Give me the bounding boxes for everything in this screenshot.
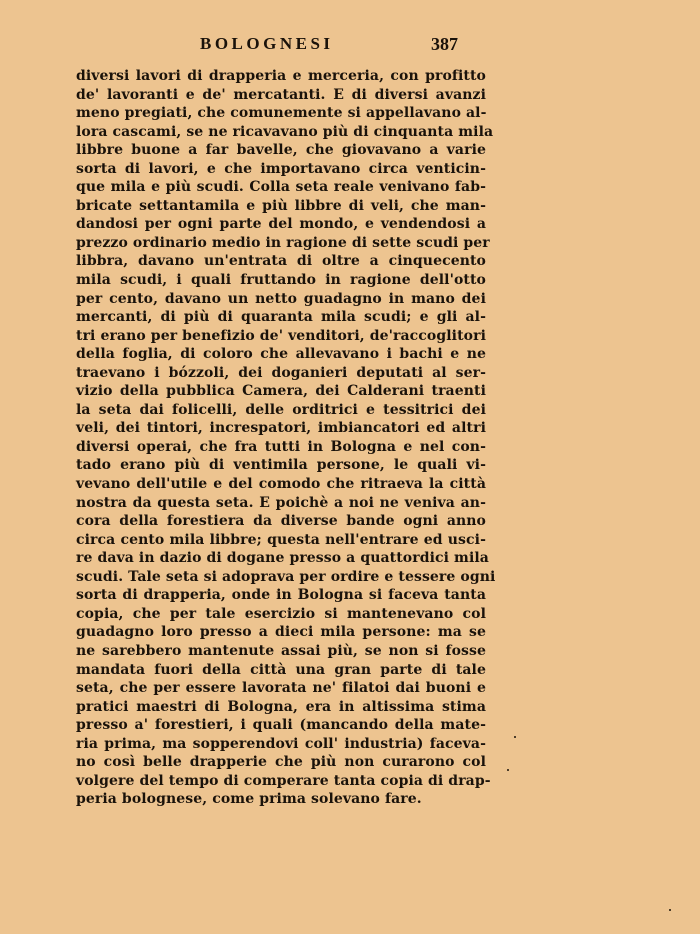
text-line: mandata fuori della città una gran parte di tale <box>76 661 486 678</box>
text-line: presso a' forestieri, i quali (mancando della mate- <box>76 717 486 734</box>
text-line: circa cento mila libbre; questa nell'entrare ed usci- <box>76 531 486 548</box>
text-line: sorta di drapperia, onde in Bologna si faceva tanta <box>76 587 486 604</box>
text-line: re dava in dazio di dogane presso a quattordici mila <box>76 550 489 567</box>
text-line: la seta dai folicelli, delle orditrici e tessitrici dei <box>76 401 486 418</box>
text-line: meno pregiati, che comunemente si appellavano al- <box>76 105 487 122</box>
text-line: dandosi per ogni parte del mondo, e vendendosi a <box>76 216 486 233</box>
text-line: diversi lavori di drapperia e merceria, con profitto <box>76 68 486 84</box>
page-number: 387 <box>431 34 458 54</box>
text-line: tado erano più di ventimila persone, le quali vi- <box>76 457 486 474</box>
text-line: libbra, davano un'entrata di oltre a cinquecento <box>76 253 486 270</box>
text-line: scudi. Tale seta si adoprava per ordire e tessere ogni <box>76 568 496 585</box>
text-line: traevano i bózzoli, dei doganieri deputati al ser- <box>76 364 486 381</box>
running-head: BOLOGNESI <box>200 34 334 53</box>
text-line: per cento, davano un netto guadagno in mano dei <box>76 290 486 307</box>
text-line: volgere del tempo di comperare tanta copia di drap- <box>76 772 491 789</box>
text-line: cora della forestiera da diverse bande ogni anno <box>76 513 486 530</box>
text-line: vevano dell'utile e del comodo che ritraeva la città <box>76 476 486 493</box>
text-line: della foglia, di coloro che allevavano i bachi e ne <box>76 346 486 363</box>
text-line: nostra da questa seta. E poichè a noi ne veniva an- <box>76 494 486 511</box>
text-line: no così belle drapperie che più non curarono col <box>76 754 486 771</box>
text-line: ne sarebbero mantenute assai più, se non si fosse <box>76 642 486 659</box>
text-line: diversi operai, che fra tutti in Bologna e nel con- <box>76 438 486 455</box>
text-line: de' lavoranti e de' mercatanti. E di diversi avanzi <box>76 86 486 103</box>
text-line: seta, che per essere lavorata ne' filatoi dai buoni e <box>76 680 486 697</box>
body-text <box>76 67 496 809</box>
text-line: pratici maestri di Bologna, era in altissima stima <box>76 698 486 715</box>
text-line: guadagno loro presso a dieci mila persone: ma se <box>76 624 486 641</box>
text-line: prezzo ordinario medio in ragione di sette scudi per <box>76 234 490 251</box>
text-line: sorta di lavori, e che importavano circa venticin- <box>76 160 486 177</box>
text-line: veli, dei tintori, increspatori, imbiancatori ed altri <box>76 420 486 437</box>
text-line: ria prima, ma sopperendovi coll' industria) faceva- <box>76 735 486 752</box>
text-line: vizio della pubblica Camera, dei Calderani traenti <box>76 383 486 400</box>
text-line: que mila e più scudi. Colla seta reale venivano fab- <box>76 179 486 196</box>
text-line: libbre buone a far bavelle, che giovavano a varie <box>76 142 486 159</box>
print-speck <box>669 909 671 911</box>
print-speck <box>514 736 516 738</box>
print-speck <box>507 769 509 771</box>
text-line: tri erano per benefizio de' venditori, de'raccoglitori <box>76 327 486 344</box>
text-line: lora cascami, se ne ricavavano più di cinquanta mila <box>76 123 494 140</box>
text-line: mila scudi, i quali fruttando in ragione dell'otto <box>76 272 486 289</box>
text-line: peria bolognese, come prima solevano fare. <box>76 791 422 808</box>
text-line: copia, che per tale esercizio si mantenevano col <box>76 605 486 622</box>
text-line: bricate settantamila e più libbre di veli, che man- <box>76 197 486 214</box>
text-line: mercanti, di più di quaranta mila scudi; e gli al- <box>76 309 486 326</box>
